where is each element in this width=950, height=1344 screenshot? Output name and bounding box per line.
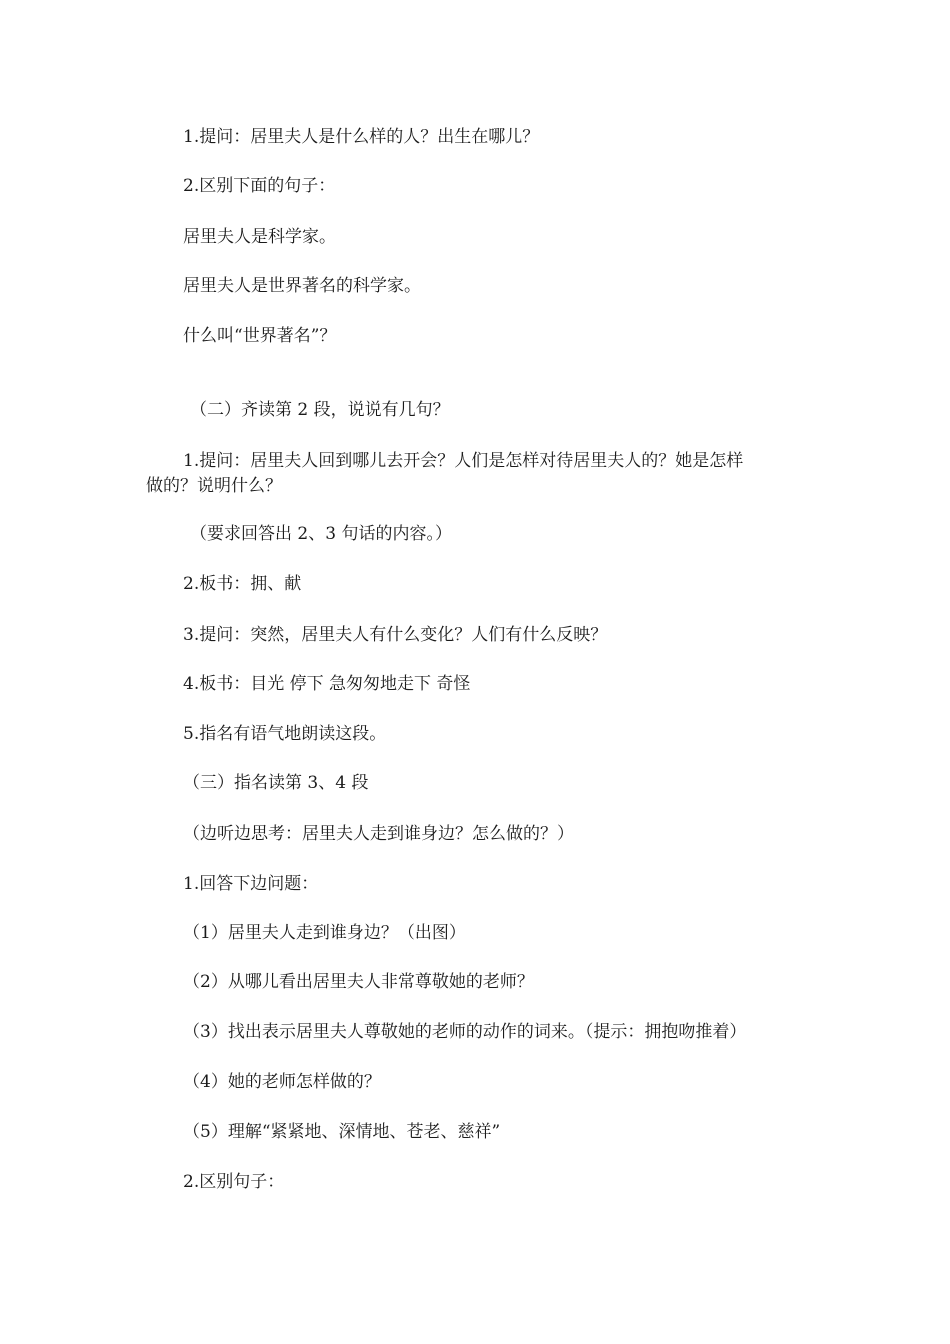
paragraph-line: 做的？说明什么？ <box>146 476 282 496</box>
paragraph-line: 居里夫人是科学家。 <box>183 227 336 247</box>
paragraph-line: 3.提问：突然，居里夫人有什么变化？人们有什么反映？ <box>183 625 608 645</box>
paragraph-line: 居里夫人是世界著名的科学家。 <box>183 276 421 296</box>
paragraph-line: 4.板书：目光 停下 急匆匆地走下 奇怪 <box>183 674 471 694</box>
paragraph-line: （4）她的老师怎样做的？ <box>183 1072 381 1092</box>
paragraph-line: 什么叫“世界著名”？ <box>183 326 337 346</box>
paragraph-line: 2.区别句子： <box>183 1172 285 1192</box>
section-heading: （二）齐读第 2 段，说说有几句？ <box>190 400 450 420</box>
paragraph-line: （5）理解“紧紧地、深情地、苍老、慈祥” <box>183 1122 501 1142</box>
paragraph-line: 1.提问：居里夫人是什么样的人？出生在哪儿？ <box>183 127 540 147</box>
paragraph-line: 1.回答下边问题： <box>183 874 319 894</box>
paragraph-line: （要求回答出 2、3 句话的内容。） <box>190 524 452 544</box>
paragraph-line: 5.指名有语气地朗读这段。 <box>183 724 387 744</box>
paragraph-line: （边听边思考：居里夫人走到谁身边？怎么做的？） <box>183 824 574 844</box>
paragraph-line: （2）从哪儿看出居里夫人非常尊敬她的老师？ <box>183 972 534 992</box>
paragraph-line: （1）居里夫人走到谁身边？（出图） <box>183 923 466 943</box>
section-heading: （三）指名读第 3、4 段 <box>183 773 369 793</box>
paragraph-line: 1.提问：居里夫人回到哪儿去开会？人们是怎样对待居里夫人的？她是怎样 <box>183 451 744 471</box>
paragraph-line: 2.板书：拥、献 <box>183 574 302 594</box>
paragraph-line: 2.区别下面的句子： <box>183 176 336 196</box>
paragraph-line: （3）找出表示居里夫人尊敬她的老师的动作的词来。（提示：拥抱吻推着） <box>183 1022 747 1042</box>
